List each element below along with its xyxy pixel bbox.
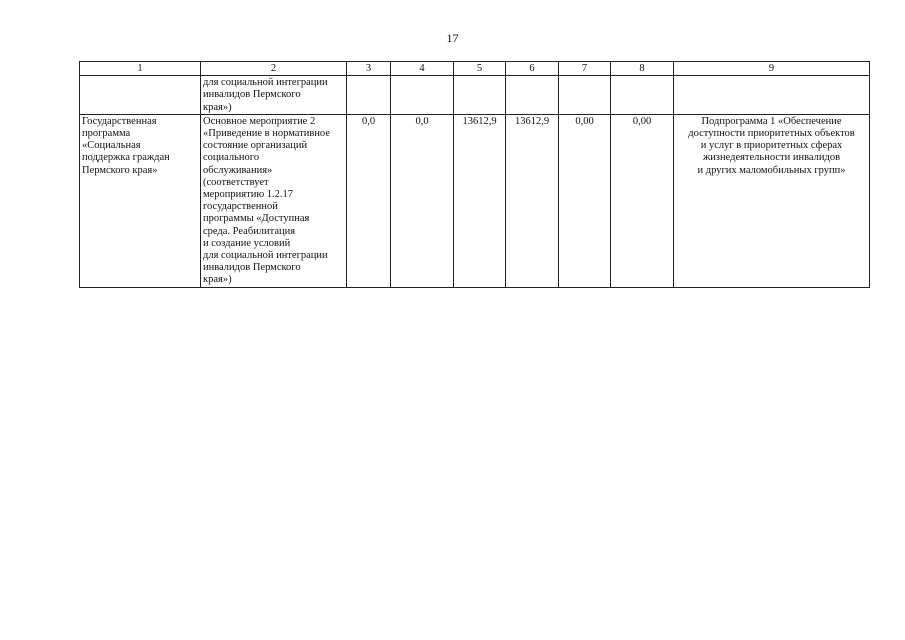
header-cell-2: 2 [201,62,347,76]
cell-value-8: 0,00 [611,114,674,287]
page-number: 17 [446,31,459,45]
cell-value-8 [611,76,674,115]
cell-value-6 [506,76,559,115]
header-cell-8: 8 [611,62,674,76]
cell-value-5: 13612,9 [454,114,506,287]
header-cell-3: 3 [347,62,391,76]
header-cell-1: 1 [80,62,201,76]
cell-value-7: 0,00 [559,114,611,287]
cell-value-6: 13612,9 [506,114,559,287]
cell-value-3 [347,76,391,115]
header-cell-4: 4 [391,62,454,76]
cell-value-4 [391,76,454,115]
table-row-main [80,114,870,287]
cell-program [80,76,201,115]
header-cell-9: 9 [674,62,870,76]
cell-activity: Основное мероприятие 2 «Приведение в нормативное состояние организаций социального обслуживания» (соответствует мероприятию 1.2.17 государственной программы «Доступная среда. Реабилитация и создание условий для социальной интеграции инвалидов Пермского края») [201,114,347,287]
cell-value-7 [559,76,611,115]
data-table [79,61,870,288]
table-header-row [80,62,870,76]
cell-value-4: 0,0 [391,114,454,287]
cell-program: Государственная программа «Социальная поддержка граждан Пермского края» [80,114,201,287]
header-cell-5: 5 [454,62,506,76]
cell-value-5 [454,76,506,115]
table-row-continuation [80,76,870,115]
cell-activity: для социальной интеграции инвалидов Пермского края») [201,76,347,115]
header-cell-6: 6 [506,62,559,76]
cell-value-3: 0,0 [347,114,391,287]
header-cell-7: 7 [559,62,611,76]
cell-subprogram: Подпрограмма 1 «Обеспечение доступности приоритетных объектов и услуг в приоритетных сферах жизнедеятельности инвалидов и других маломобильных групп» [674,114,870,287]
cell-subprogram [674,76,870,115]
